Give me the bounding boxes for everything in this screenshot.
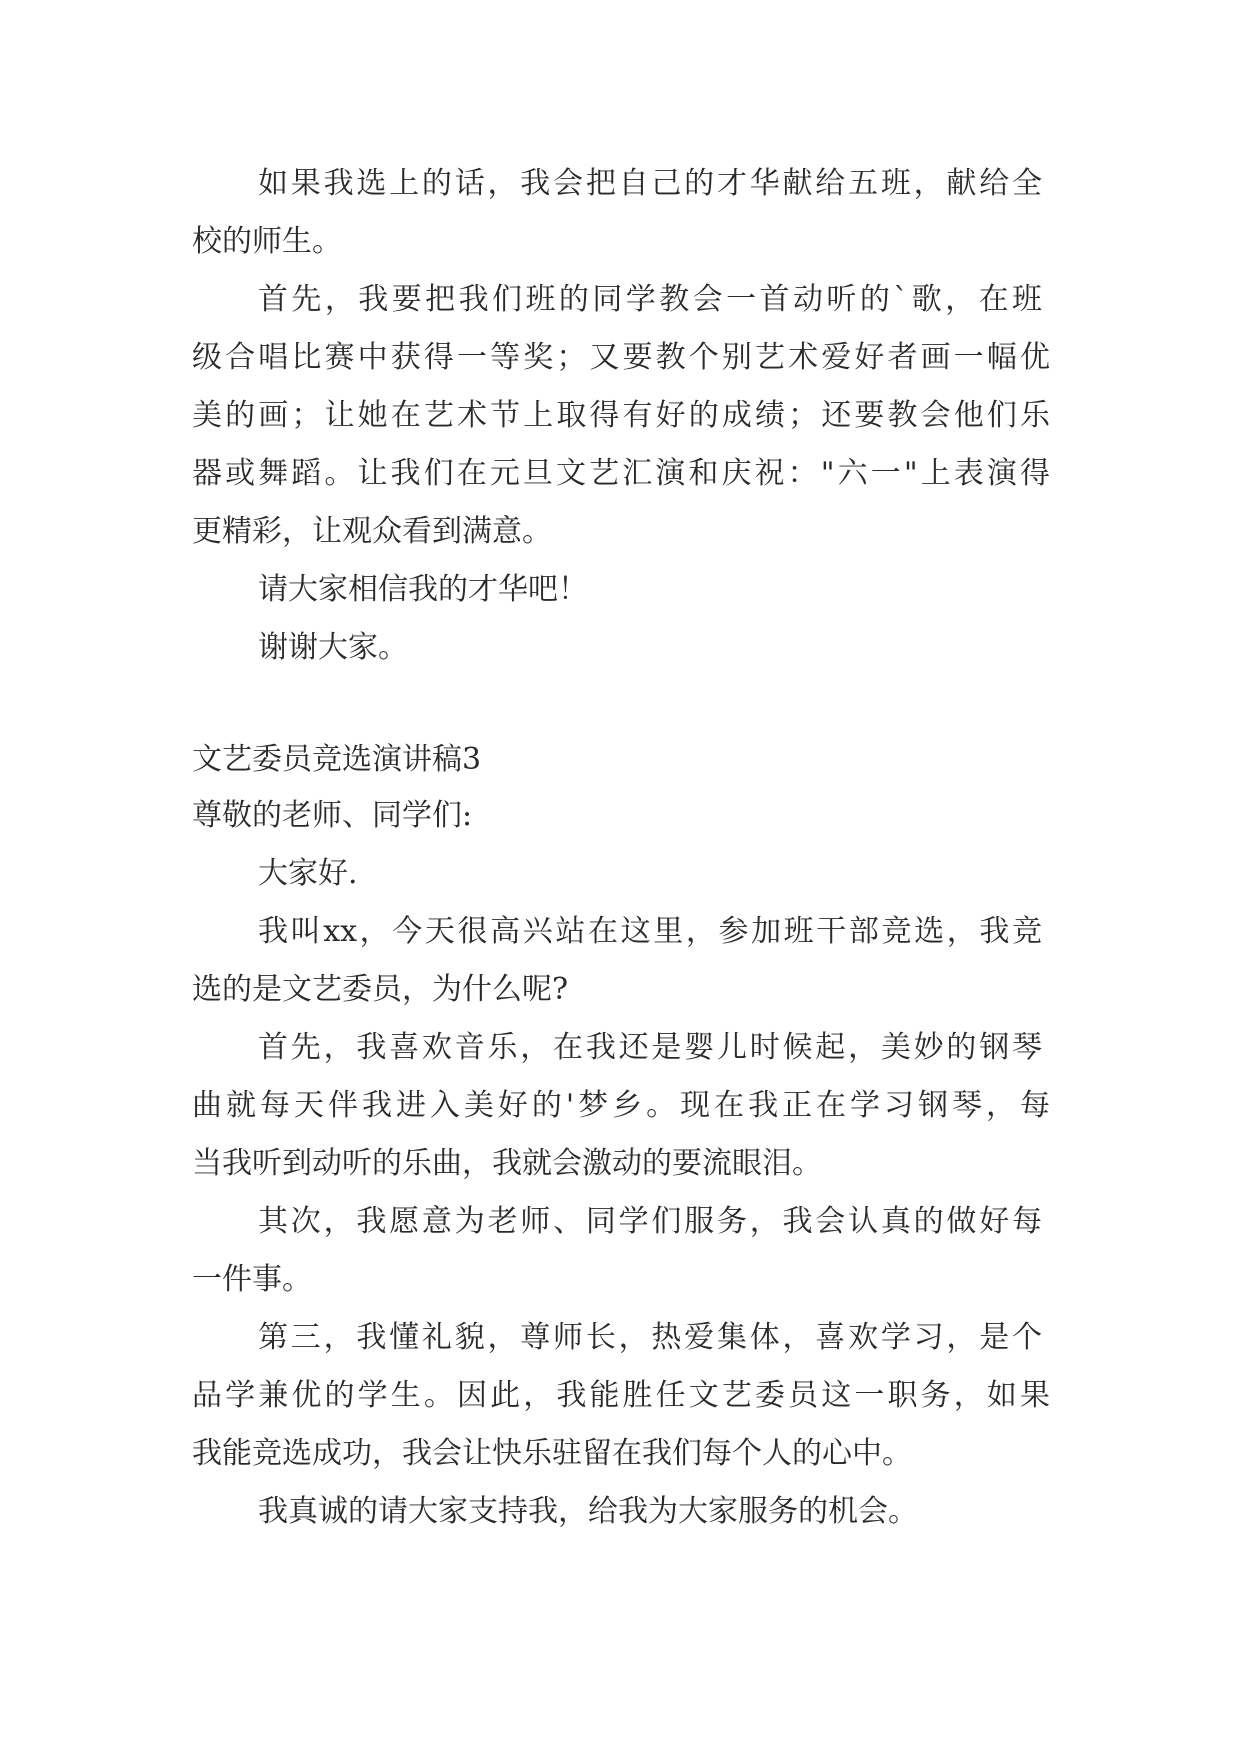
paragraph-line: 美的画；让她在艺术节上取得有好的成绩；还要教会他们乐 (192, 398, 1050, 433)
salutation: 尊敬的老师、同学们: (192, 798, 473, 833)
paragraph-line: 首先，我要把我们班的同学教会一首动听的`歌，在班 (258, 282, 1042, 317)
paragraph-line: 第三，我懂礼貌，尊师长，热爱集体，喜欢学习，是个 (258, 1320, 1042, 1355)
paragraph-line: 谢谢大家。 (258, 630, 408, 665)
paragraph-line: 请大家相信我的才华吧！ (258, 572, 588, 607)
paragraph-line: 曲就每天伴我进入美好的'梦乡。现在我正在学习钢琴，每 (192, 1088, 1050, 1123)
paragraph-line: 我真诚的请大家支持我，给我为大家服务的机会。 (258, 1494, 918, 1529)
paragraph-line: 级合唱比赛中获得一等奖；又要教个别艺术爱好者画一幅优 (192, 340, 1050, 375)
paragraph-line: 我能竞选成功，我会让快乐驻留在我们每个人的心中。 (192, 1436, 912, 1471)
section-title: 文艺委员竞选演讲稿3 (192, 742, 482, 777)
paragraph-line: 器或舞蹈。让我们在元旦文艺汇演和庆祝："六一"上表演得 (192, 456, 1050, 491)
paragraph-line: 品学兼优的学生。因此，我能胜任文艺委员这一职务，如果 (192, 1378, 1050, 1413)
paragraph-line: 当我听到动听的乐曲，我就会激动的要流眼泪。 (192, 1146, 822, 1181)
paragraph-line: 校的师生。 (192, 224, 342, 259)
paragraph-line: 更精彩，让观众看到满意。 (192, 514, 552, 549)
paragraph-line: 一件事。 (192, 1262, 312, 1297)
paragraph-line: 如果我选上的话，我会把自己的才华献给五班，献给全 (258, 166, 1042, 201)
paragraph-line: 我叫xx，今天很高兴站在这里，参加班干部竞选，我竞 (258, 914, 1042, 949)
greeting: 大家好. (258, 856, 358, 891)
paragraph-line: 首先，我喜欢音乐，在我还是婴儿时候起，美妙的钢琴 (258, 1030, 1042, 1065)
paragraph-line: 选的是文艺委员，为什么呢? (192, 972, 569, 1007)
paragraph-line: 其次，我愿意为老师、同学们服务，我会认真的做好每 (258, 1204, 1042, 1239)
